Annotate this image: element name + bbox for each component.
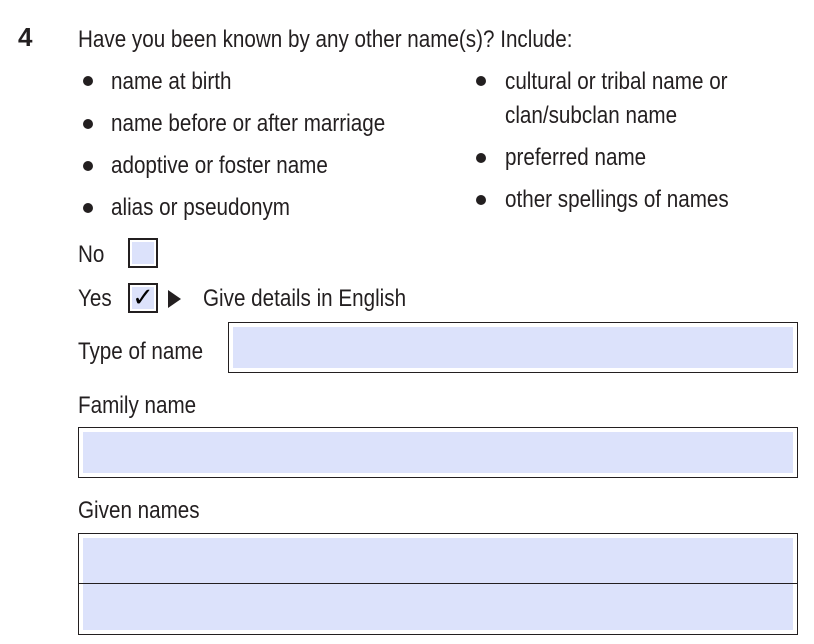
list-item-marriage-name: name before or after marriage [111,110,386,137]
yes-label: Yes [78,285,112,312]
list-item-alias: alias or pseudonym [111,194,290,221]
question-text: Have you been known by any other name(s)? Include: [78,26,573,53]
given-names-field[interactable] [78,533,798,635]
bullet-icon [83,203,93,213]
given-names-divider [78,583,798,584]
question-number: 4 [18,22,33,52]
yes-instruction: Give details in English [203,285,407,312]
list-item-cultural-name-line2: clan/subclan name [505,102,678,129]
bullet-icon [83,76,93,86]
type-of-name-field[interactable] [228,322,798,373]
no-label: No [78,241,105,268]
type-of-name-input[interactable] [233,327,793,368]
no-checkbox[interactable] [128,238,158,268]
list-item-cultural-name-line1: cultural or tribal name or [505,68,728,95]
given-names-input-line2[interactable] [83,584,793,630]
checkmark-icon: ✓ [132,283,154,313]
family-name-input[interactable] [83,432,793,473]
arrow-right-icon [168,290,181,308]
bullet-icon [476,76,486,86]
bullet-icon [476,195,486,205]
type-of-name-label: Type of name [78,338,204,365]
bullet-icon [83,119,93,129]
list-item-adoptive-name: adoptive or foster name [111,152,328,179]
yes-checkbox[interactable] [128,283,158,313]
list-item-preferred-name: preferred name [505,144,647,171]
family-name-label: Family name [78,392,197,419]
bullet-icon [83,161,93,171]
family-name-field[interactable] [78,427,798,478]
given-names-label: Given names [78,497,200,524]
list-item-name-at-birth: name at birth [111,68,232,95]
list-item-other-spellings: other spellings of names [505,186,729,213]
bullet-icon [476,153,486,163]
given-names-input-line1[interactable] [83,538,793,584]
